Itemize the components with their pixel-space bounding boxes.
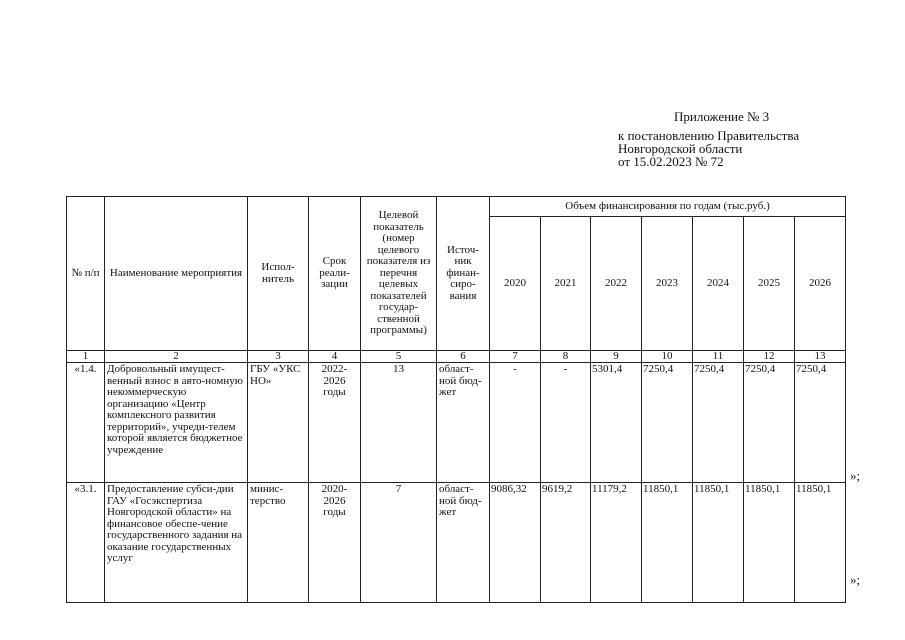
column-number: 3 [248,351,309,363]
column-number: 6 [437,351,490,363]
header-year: 2020 [490,217,541,351]
column-number: 9 [591,351,642,363]
row-term: 2020-2026 годы [309,483,361,603]
row-value: 11179,2 [591,483,642,603]
row-value: 9086,32 [490,483,541,603]
row-value: 11850,1 [693,483,744,603]
row-value: 11850,1 [795,483,846,603]
column-number: 10 [642,351,693,363]
row-value: - [541,363,591,483]
appendix-title: Приложение № 3 [674,109,770,124]
row-executor: минис-терство [248,483,309,603]
row-value: 7250,4 [744,363,795,483]
row-value: 11850,1 [642,483,693,603]
column-numbers-row [67,351,846,363]
row-closing-mark: »; [850,468,861,483]
table-row [67,363,846,483]
row-source: област-ной бюд-жет [437,363,490,483]
appendix-line-2: Новгородской области [618,141,743,156]
column-number: 8 [541,351,591,363]
header-executor: Испол-нитель [248,197,309,351]
header-year: 2025 [744,217,795,351]
appendix-block [618,110,799,168]
row-name: Добровольный имущест-венный взнос в авто-номную некоммерческую организацию «Центр комплексного развития территорий», учреди-телем которой является бюджетное учреждение [105,363,248,483]
row-term: 2022-2026 годы [309,363,361,483]
header-source: Источ-ник финан-сиро-вания [437,197,490,351]
appendix-line-3: от 15.02.2023 № 72 [618,154,724,169]
header-year: 2026 [795,217,846,351]
row-value: 7250,4 [693,363,744,483]
header-name: Наименование мероприятия [105,197,248,351]
header-year: 2021 [541,217,591,351]
column-number: 11 [693,351,744,363]
row-value: 7250,4 [795,363,846,483]
column-number: 1 [67,351,105,363]
row-executor: ГБУ «УКС НО» [248,363,309,483]
row-value: 9619,2 [541,483,591,603]
header-funding: Объем финансирования по годам (тыс.руб.) [490,197,846,217]
column-number: 2 [105,351,248,363]
funding-table [66,196,846,603]
row-value: - [490,363,541,483]
header-year: 2024 [693,217,744,351]
header-term: Срок реали-зации [309,197,361,351]
column-number: 5 [361,351,437,363]
appendix-line-1: к постановлению Правительства [618,128,800,143]
header-year: 2022 [591,217,642,351]
row-value: 5301,4 [591,363,642,483]
row-indicator: 13 [361,363,437,483]
row-closing-mark: »; [850,572,861,587]
header-indicator: Целевой показатель (номер целевого показателя из перечня целевых показателей государ-ственной программы) [361,197,437,351]
row-value: 11850,1 [744,483,795,603]
table-row [67,483,846,603]
row-name: Предоставление субси-дии ГАУ «Госэкспертиза Новгородской области» на финансовое обеспе-чение государственного задания на оказание государственных услуг [105,483,248,603]
column-number: 13 [795,351,846,363]
row-indicator: 7 [361,483,437,603]
row-source: област-ной бюд-жет [437,483,490,603]
column-number: 7 [490,351,541,363]
row-num: «3.1. [67,483,105,603]
header-num: № п/п [67,197,105,351]
row-value: 7250,4 [642,363,693,483]
column-number: 4 [309,351,361,363]
column-number: 12 [744,351,795,363]
row-num: «1.4. [67,363,105,483]
header-year: 2023 [642,217,693,351]
